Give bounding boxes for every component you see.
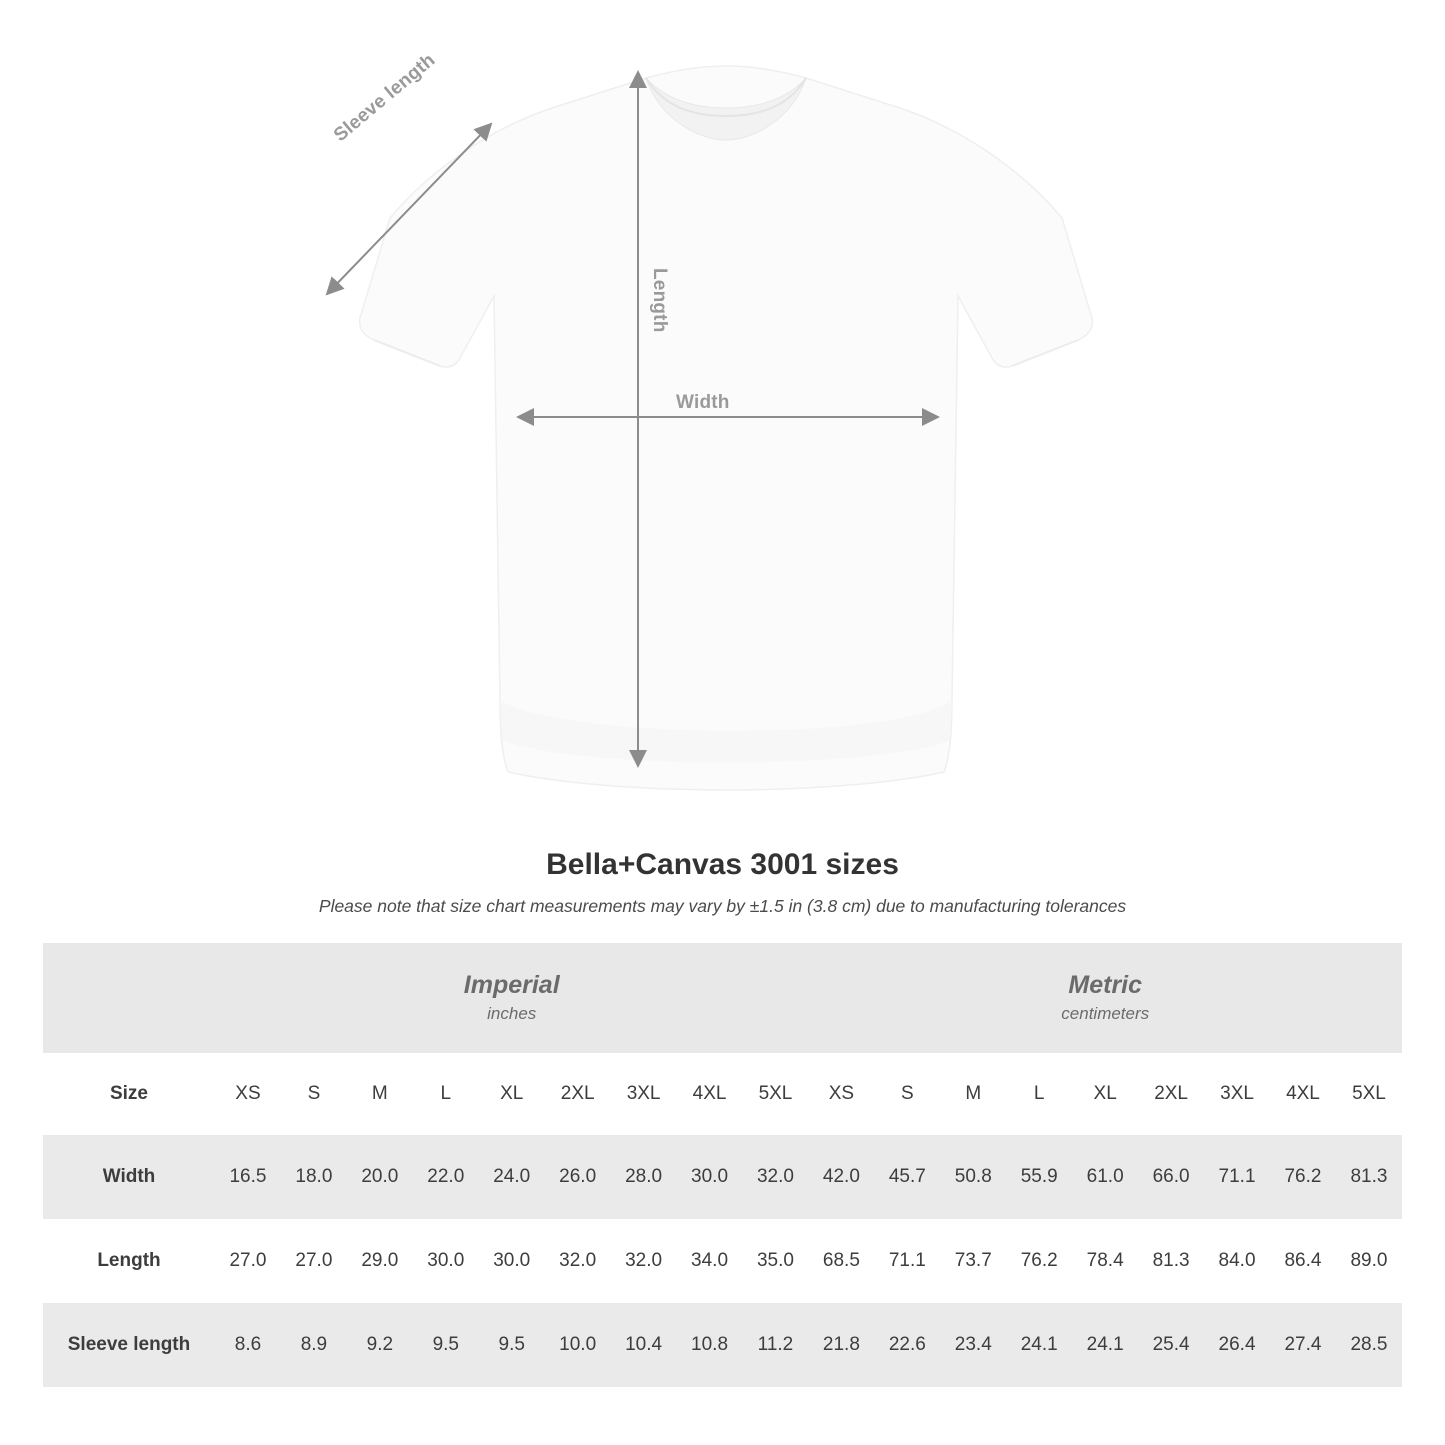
column-header-14: 2XL: [1138, 1053, 1204, 1135]
cell-2-8: 11.2: [743, 1303, 809, 1387]
cell-1-15: 84.0: [1204, 1219, 1270, 1303]
cell-1-4: 30.0: [479, 1219, 545, 1303]
column-header-6: 3XL: [611, 1053, 677, 1135]
tolerance-note: Please note that size chart measurements may vary by ±1.5 in (3.8 cm) due to manufacturing tolerances: [318, 896, 1127, 916]
cell-0-8: 32.0: [743, 1135, 809, 1219]
column-header-13: XL: [1072, 1053, 1138, 1135]
size-chart-table: [43, 943, 1402, 1387]
table-row: [43, 1303, 1402, 1387]
unit-group-name: Metric: [1068, 970, 1143, 999]
cell-2-9: 21.8: [808, 1303, 874, 1387]
column-header-0: XS: [215, 1053, 281, 1135]
column-header-16: 4XL: [1270, 1053, 1336, 1135]
cell-2-12: 24.1: [1006, 1303, 1072, 1387]
cell-2-1: 8.9: [281, 1303, 347, 1387]
cell-2-6: 10.4: [611, 1303, 677, 1387]
unit-group-metric: [808, 943, 1402, 1053]
column-header-17: 5XL: [1336, 1053, 1402, 1135]
row-header-sleeve-length: Sleeve length: [43, 1303, 215, 1387]
cell-1-11: 73.7: [940, 1219, 1006, 1303]
column-header-2: M: [347, 1053, 413, 1135]
page-title: Bella+Canvas 3001 sizes: [546, 848, 899, 881]
cell-2-14: 25.4: [1138, 1303, 1204, 1387]
column-header-7: 4XL: [677, 1053, 743, 1135]
cell-0-15: 71.1: [1204, 1135, 1270, 1219]
cell-2-15: 26.4: [1204, 1303, 1270, 1387]
column-header-11: M: [940, 1053, 1006, 1135]
cell-1-12: 76.2: [1006, 1219, 1072, 1303]
unit-header-row: [43, 943, 1402, 1053]
cell-1-0: 27.0: [215, 1219, 281, 1303]
cell-1-9: 68.5: [808, 1219, 874, 1303]
column-header-4: XL: [479, 1053, 545, 1135]
cell-1-1: 27.0: [281, 1219, 347, 1303]
length-label: Length: [649, 268, 670, 333]
cell-0-5: 26.0: [545, 1135, 611, 1219]
cell-0-14: 66.0: [1138, 1135, 1204, 1219]
cell-1-6: 32.0: [611, 1219, 677, 1303]
cell-1-10: 71.1: [874, 1219, 940, 1303]
cell-0-1: 18.0: [281, 1135, 347, 1219]
column-header-15: 3XL: [1204, 1053, 1270, 1135]
width-label: Width: [676, 392, 730, 413]
cell-0-13: 61.0: [1072, 1135, 1138, 1219]
row-header-length: Length: [43, 1219, 215, 1303]
cell-2-2: 9.2: [347, 1303, 413, 1387]
column-header-3: L: [413, 1053, 479, 1135]
cell-0-10: 45.7: [874, 1135, 940, 1219]
row-header-size: Size: [43, 1053, 215, 1135]
column-header-1: S: [281, 1053, 347, 1135]
cell-2-0: 8.6: [215, 1303, 281, 1387]
unit-header-spacer: [43, 943, 215, 1053]
cell-0-17: 81.3: [1336, 1135, 1402, 1219]
cell-1-16: 86.4: [1270, 1219, 1336, 1303]
row-header-width: Width: [43, 1135, 215, 1219]
cell-0-9: 42.0: [808, 1135, 874, 1219]
cell-1-14: 81.3: [1138, 1219, 1204, 1303]
cell-2-11: 23.4: [940, 1303, 1006, 1387]
unit-group-sub: inches: [487, 1003, 537, 1023]
cell-2-3: 9.5: [413, 1303, 479, 1387]
column-header-10: S: [874, 1053, 940, 1135]
cell-1-8: 35.0: [743, 1219, 809, 1303]
cell-1-2: 29.0: [347, 1219, 413, 1303]
cell-2-10: 22.6: [874, 1303, 940, 1387]
tshirt-shape: [360, 66, 1093, 790]
cell-0-12: 55.9: [1006, 1135, 1072, 1219]
cell-0-7: 30.0: [677, 1135, 743, 1219]
cell-2-7: 10.8: [677, 1303, 743, 1387]
cell-2-5: 10.0: [545, 1303, 611, 1387]
cell-0-11: 50.8: [940, 1135, 1006, 1219]
column-header-12: L: [1006, 1053, 1072, 1135]
cell-1-3: 30.0: [413, 1219, 479, 1303]
unit-group-name: Imperial: [463, 970, 560, 999]
cell-1-5: 32.0: [545, 1219, 611, 1303]
cell-2-16: 27.4: [1270, 1303, 1336, 1387]
unit-group-imperial: [215, 943, 808, 1053]
cell-1-17: 89.0: [1336, 1219, 1402, 1303]
table-row: [43, 1219, 1402, 1303]
column-header-8: 5XL: [743, 1053, 809, 1135]
size-header-row: [43, 1053, 1402, 1135]
column-header-5: 2XL: [545, 1053, 611, 1135]
cell-1-7: 34.0: [677, 1219, 743, 1303]
cell-2-4: 9.5: [479, 1303, 545, 1387]
cell-0-6: 28.0: [611, 1135, 677, 1219]
cell-0-3: 22.0: [413, 1135, 479, 1219]
sleeve-length-label: Sleeve length: [330, 49, 440, 147]
cell-1-13: 78.4: [1072, 1219, 1138, 1303]
table-row: [43, 1135, 1402, 1219]
cell-0-4: 24.0: [479, 1135, 545, 1219]
cell-2-17: 28.5: [1336, 1303, 1402, 1387]
size-chart-table-wrapper: [43, 943, 1402, 1387]
cell-0-16: 76.2: [1270, 1135, 1336, 1219]
unit-group-sub: centimeters: [1061, 1003, 1150, 1023]
cell-0-0: 16.5: [215, 1135, 281, 1219]
cell-2-13: 24.1: [1072, 1303, 1138, 1387]
cell-0-2: 20.0: [347, 1135, 413, 1219]
column-header-9: XS: [808, 1053, 874, 1135]
title-block: [0, 830, 1445, 917]
